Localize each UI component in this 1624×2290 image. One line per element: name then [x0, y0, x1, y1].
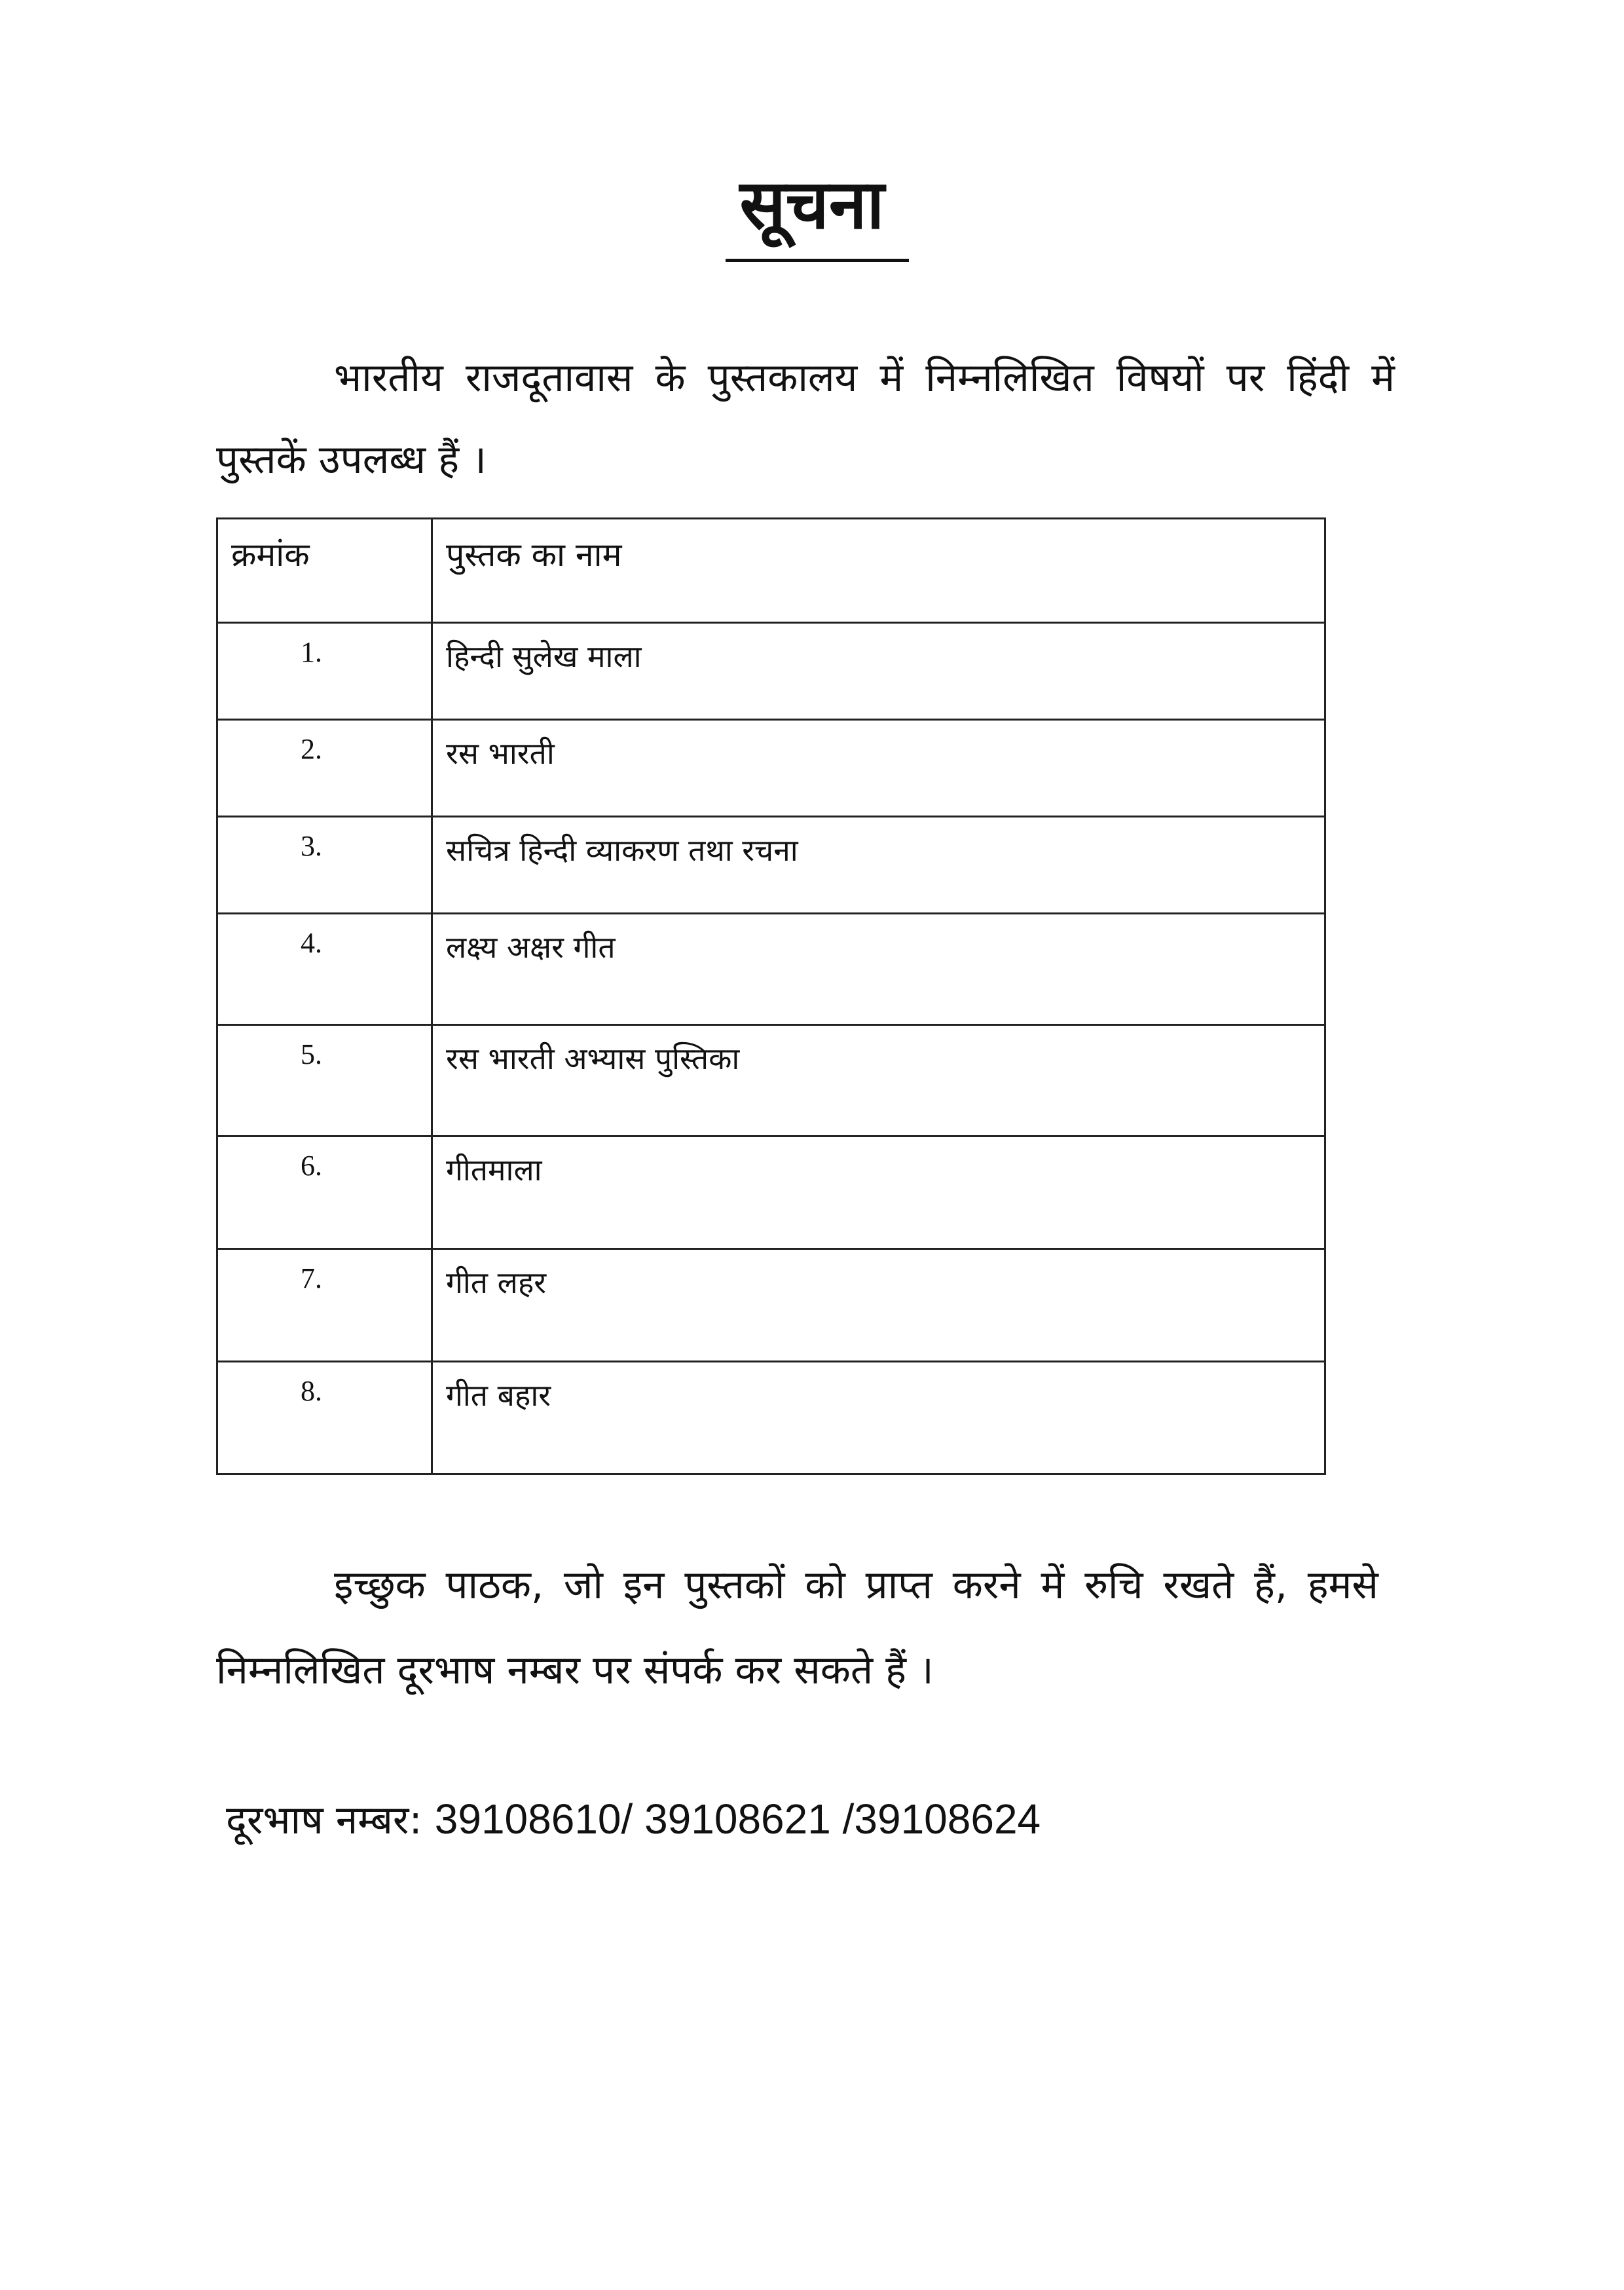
- phone-numbers: 39108610/ 39108621 /39108624: [434, 1795, 1041, 1843]
- table-row: [217, 623, 1325, 720]
- row-number: 7.: [217, 1249, 432, 1362]
- table-row: [217, 1362, 1325, 1474]
- page-title: सूचना: [739, 164, 885, 244]
- table-row: [217, 914, 1325, 1025]
- book-name: सचित्र हिन्दी व्याकरण तथा रचना: [432, 817, 1325, 914]
- book-name: गीत बहार: [432, 1362, 1325, 1474]
- row-number: 5.: [217, 1025, 432, 1136]
- row-number: 2.: [217, 720, 432, 817]
- table-row: [217, 1249, 1325, 1362]
- row-number: 1.: [217, 623, 432, 720]
- header-book-name: पुस्तक का नाम: [432, 519, 1325, 623]
- table-row: [217, 720, 1325, 817]
- book-name: हिन्दी सुलेख माला: [432, 623, 1325, 720]
- book-name: रस भारती अभ्यास पुस्तिका: [432, 1025, 1325, 1136]
- table-row: [217, 1136, 1325, 1249]
- closing-paragraph: इच्छुक पाठक, जो इन पुस्तकों को प्राप्त करने में रुचि रखते हैं, हमसे निम्नलिखित दूरभाष नम्बर पर संपर्क कर सकते हैं ।: [216, 1562, 1378, 1693]
- table-header-row: [217, 519, 1325, 623]
- intro-paragraph: भारतीय राजदूतावास के पुस्तकालय में निम्नलिखित विषयों पर हिंदी में पुस्तकें उपलब्ध हैं ।: [216, 355, 1395, 483]
- row-number: 4.: [217, 914, 432, 1025]
- row-number: 8.: [217, 1362, 432, 1474]
- row-number: 3.: [217, 817, 432, 914]
- book-name: गीत लहर: [432, 1249, 1325, 1362]
- table-row: [217, 1025, 1325, 1136]
- title-underline: [726, 259, 909, 262]
- book-name: लक्ष्य अक्षर गीत: [432, 914, 1325, 1025]
- phone-line: [226, 1792, 1041, 1845]
- books-table: [216, 517, 1326, 1475]
- book-name: गीतमाला: [432, 1136, 1325, 1249]
- phone-label: दूरभाष नम्बर:: [226, 1797, 422, 1843]
- row-number: 6.: [217, 1136, 432, 1249]
- header-serial-number: क्रमांक: [217, 519, 432, 623]
- table-row: [217, 817, 1325, 914]
- book-name: रस भारती: [432, 720, 1325, 817]
